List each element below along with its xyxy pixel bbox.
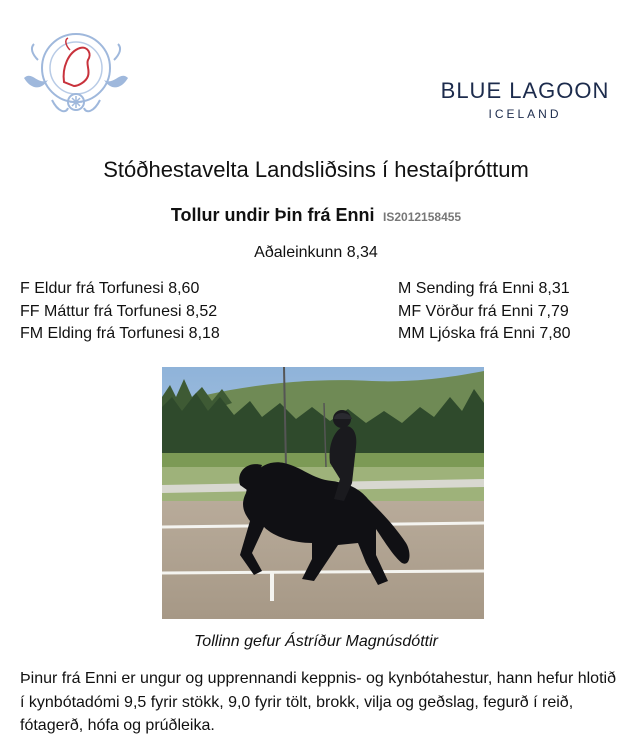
pedigree-line: FM Elding frá Torfunesi 8,18: [20, 325, 220, 342]
horse-id: IS2012158455: [383, 210, 462, 224]
horse-heading: [0, 205, 632, 226]
landssamband-logo: [18, 20, 134, 120]
pedigree-line: MF Vörður frá Enni 7,79: [398, 302, 569, 320]
blue-lagoon-wordmark: BLUE LAGOON: [440, 78, 610, 103]
horse-name: Tollur undir Þin frá Enni: [170, 205, 375, 225]
page-title: Stóðhestavelta Landsliðsins í hestaíþróttum: [103, 157, 529, 182]
main-score: Aðaleinkunn 8,34: [254, 244, 378, 261]
pedigree-line: M Sending frá Enni 8,31: [398, 280, 570, 297]
horse-rider-photo: [162, 367, 484, 619]
pedigree-dam-side: [398, 278, 571, 346]
iceland-wordmark: ICELAND: [488, 107, 562, 121]
pedigree-line: F Eldur frá Torfunesi 8,60: [20, 280, 200, 297]
description-paragraph: Þinur frá Enni er ungur og upprennandi keppnis- og kynbótahestur, hann hefur hlotið í kynbótadómi 9,5 fyrir stökk, 9,0 fyrir tölt, brokk, vilja og geðslag, fegurð í reið, fótagerð, hófa og prúðleika.: [20, 670, 616, 734]
pedigree-line: MM Ljóska frá Enni 7,80: [398, 325, 571, 342]
pedigree-sire-side: [20, 278, 220, 346]
pedigree-line: FF Máttur frá Torfunesi 8,52: [20, 302, 218, 320]
photo-caption: Tollinn gefur Ástríður Magnúsdóttir: [194, 633, 438, 650]
blue-lagoon-logo: [440, 78, 610, 121]
